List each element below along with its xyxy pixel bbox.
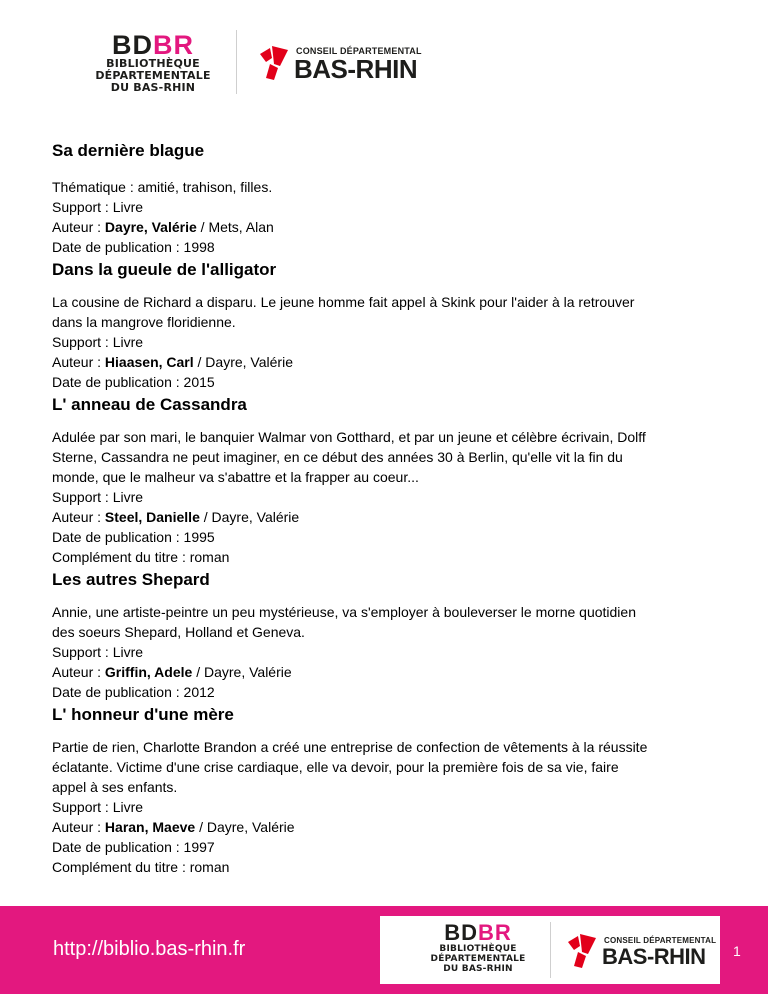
record-date: [52, 682, 732, 702]
footer-url-link[interactable]: http://biblio.bas-rhin.fr: [53, 938, 246, 960]
support-label: Support :: [52, 199, 113, 215]
record-item: [52, 569, 732, 702]
footer-bdbr-logo: [414, 922, 542, 974]
record-title[interactable]: Sa dernière blague: [52, 141, 205, 160]
record-description-line: éclatante. Victime d'une crise cardiaque, elle va devoir, pour la première fois de sa vie, faire: [52, 759, 619, 775]
cd-big-text: BAS-RHIN: [294, 54, 418, 84]
support-value: Livre: [112, 644, 144, 660]
record-description-line: Partie de rien, Charlotte Brandon a créé une entreprise de confection de vêtements à la réussite: [52, 739, 648, 755]
footer-bdbr-line-1: BIBLIOTHÈQUE: [439, 944, 517, 954]
header-logos: [0, 30, 768, 100]
author-label: Auteur :: [52, 819, 105, 835]
support-value: Livre: [112, 199, 144, 215]
date-label: Date de publication :: [52, 374, 184, 390]
author-main-link[interactable]: Griffin, Adele: [104, 664, 193, 680]
support-label: Support :: [52, 489, 113, 505]
author-label: Auteur :: [52, 664, 105, 680]
footer-bdbr-line-3: DU BAS-RHIN: [443, 964, 513, 974]
record-author: [52, 662, 732, 682]
record-date: [52, 237, 732, 257]
footer-cd-small-text: CONSEIL DÉPARTEMENTAL: [604, 936, 717, 945]
record-description-line: appel à ses enfants.: [52, 779, 178, 795]
record-support: [52, 642, 732, 662]
date-label: Date de publication :: [52, 839, 184, 855]
support-value: Livre: [112, 799, 144, 815]
date-label: Date de publication :: [52, 684, 184, 700]
record-title[interactable]: Dans la gueule de l'alligator: [52, 260, 277, 279]
author-main-link[interactable]: Hiaasen, Carl: [104, 354, 194, 370]
support-value: Livre: [112, 334, 144, 350]
date-value: 2015: [183, 374, 215, 390]
footer-bdbr-letters: BDBR: [444, 920, 512, 945]
bas-rhin-mark-icon: [258, 44, 292, 82]
record-item: [52, 704, 732, 877]
record-description-line: Adulée par son mari, le banquier Walmar von Gotthard, et par un jeune et célèbre écrivain, Dolff: [52, 429, 646, 445]
record-support: [52, 797, 732, 817]
record-support: [52, 487, 732, 507]
record-description-line: des soeurs Shepard, Holland et Geneva.: [52, 624, 305, 640]
cd-small-text: CONSEIL DÉPARTEMENTAL: [296, 46, 422, 56]
author-other: / Dayre, Valérie: [193, 354, 293, 370]
author-other: / Dayre, Valérie: [192, 664, 292, 680]
record-date: [52, 372, 732, 392]
author-other: / Dayre, Valérie: [195, 819, 295, 835]
record-author: [52, 507, 732, 527]
date-value: 2012: [183, 684, 215, 700]
support-value: Livre: [112, 489, 144, 505]
bdbr-logo: [78, 32, 228, 94]
support-label: Support :: [52, 799, 113, 815]
record-complement: Complément du titre : roman: [52, 549, 230, 565]
record-description-line: Thématique : amitié, trahison, filles.: [52, 179, 273, 195]
logo-divider: [236, 30, 237, 94]
record-description-line: monde, que le malheur va s'abattre et la frapper au coeur...: [52, 469, 419, 485]
bdbr-letters: BDBR: [112, 30, 194, 60]
record-title[interactable]: L' anneau de Cassandra: [52, 395, 247, 414]
record-support: [52, 332, 732, 352]
record-description-line: Sterne, Cassandra ne peut imaginer, en ce début des années 30 à Berlin, qu'elle vit la fin du: [52, 449, 623, 465]
record-title[interactable]: Les autres Shepard: [52, 570, 210, 589]
record-description-line: La cousine de Richard a disparu. Le jeune homme fait appel à Skink pour l'aider à la retrouver: [52, 294, 635, 310]
date-value: 1998: [183, 239, 215, 255]
record-item: [52, 394, 732, 567]
author-main-link[interactable]: Haran, Maeve: [104, 819, 196, 835]
footer-bdbr-line-2: DÉPARTEMENTALE: [430, 954, 526, 964]
footer-logo-divider: [550, 922, 551, 978]
footer-bas-rhin-mark-icon: [566, 932, 600, 970]
author-other: / Mets, Alan: [196, 219, 274, 235]
support-label: Support :: [52, 334, 113, 350]
record-support: [52, 197, 732, 217]
author-label: Auteur :: [52, 354, 105, 370]
author-label: Auteur :: [52, 219, 105, 235]
bdbr-line-3: DU BAS-RHIN: [110, 81, 196, 94]
footer-conseil-departemental-logo: [566, 930, 736, 974]
date-label: Date de publication :: [52, 529, 184, 545]
footer-cd-big-text: BAS-RHIN: [602, 944, 706, 969]
date-value: 1995: [183, 529, 215, 545]
author-label: Auteur :: [52, 509, 105, 525]
author-main-link[interactable]: Steel, Danielle: [104, 509, 200, 525]
support-label: Support :: [52, 644, 113, 660]
record-item: [52, 259, 732, 392]
record-list: [52, 140, 732, 879]
record-description-line: Annie, une artiste-peintre un peu mystérieuse, va s'employer à bouleverser le morne quotidien: [52, 604, 636, 620]
bdbr-line-1: BIBLIOTHÈQUE: [106, 57, 200, 70]
date-label: Date de publication :: [52, 239, 184, 255]
date-value: 1997: [183, 839, 215, 855]
author-main-link[interactable]: Dayre, Valérie: [104, 219, 197, 235]
record-title[interactable]: L' honneur d'une mère: [52, 705, 234, 724]
record-description-line: dans la mangrove floridienne.: [52, 314, 236, 330]
record-item: [52, 140, 732, 257]
record-author: [52, 352, 732, 372]
record-author: [52, 217, 732, 237]
author-other: / Dayre, Valérie: [199, 509, 300, 525]
record-complement: Complément du titre : roman: [52, 859, 230, 875]
footer: [0, 906, 768, 994]
record-date: [52, 837, 732, 857]
record-author: [52, 817, 732, 837]
record-date: [52, 527, 732, 547]
page-number: 1: [733, 943, 741, 959]
bdbr-line-2: DÉPARTEMENTALE: [95, 69, 211, 82]
conseil-departemental-logo: [258, 42, 428, 86]
footer-logos: [380, 916, 720, 984]
